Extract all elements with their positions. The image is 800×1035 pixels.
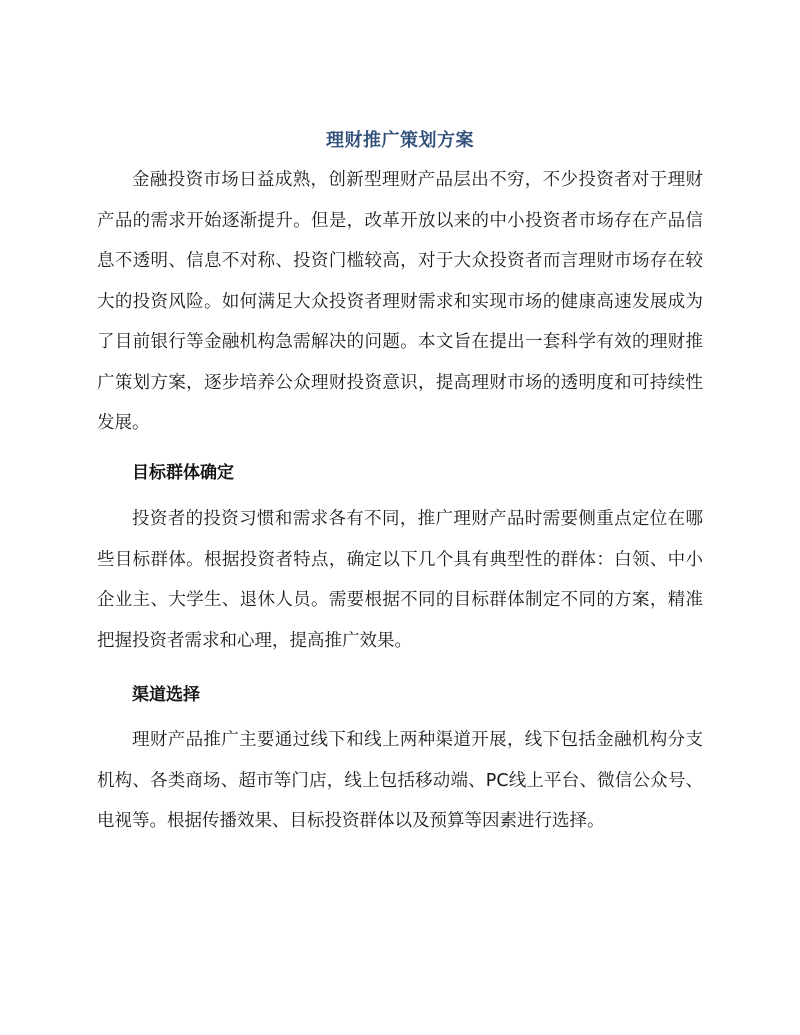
intro-paragraph: 金融投资市场日益成熟，创新型理财产品层出不穷，不少投资者对于理财产品的需求开始逐渐提升。但是，改革开放以来的中小投资者市场存在产品信息不透明、信息不对称、投资门槛较高，对于大众投资者而言理财市场存在较大的投资风险。如何满足大众投资者理财需求和实现市场的健康高速发展成为了目前银行等金融机构急需解决的问题。本文旨在提出一套科学有效的理财推广策划方案，逐步培养公众理财投资意识，提高理财市场的透明度和可持续性发展。 <box>97 170 703 433</box>
section-body-channels: 理财产品推广主要通过线下和线上两种渠道开展，线下包括金融机构分支机构、各类商场、超市等门店，线上包括移动端、PC线上平台、微信公众号、电视等。根据传播效果、目标投资群体以及预算等因素进行选择。 <box>97 730 703 831</box>
section-body-target-groups: 投资者的投资习惯和需求各有不同，推广理财产品时需要侧重点定位在哪些目标群体。根据投资者特点，确定以下几个具有典型性的群体：白领、中小企业主、大学生、退休人员。需要根据不同的目标群体制定不同的方案，精准把握投资者需求和心理，提高推广效果。 <box>97 509 703 651</box>
section-heading-target-groups: 目标群体确定 <box>132 463 234 483</box>
document-title: 理财推广策划方案 <box>326 130 474 151</box>
section-heading-channels: 渠道选择 <box>132 685 200 705</box>
